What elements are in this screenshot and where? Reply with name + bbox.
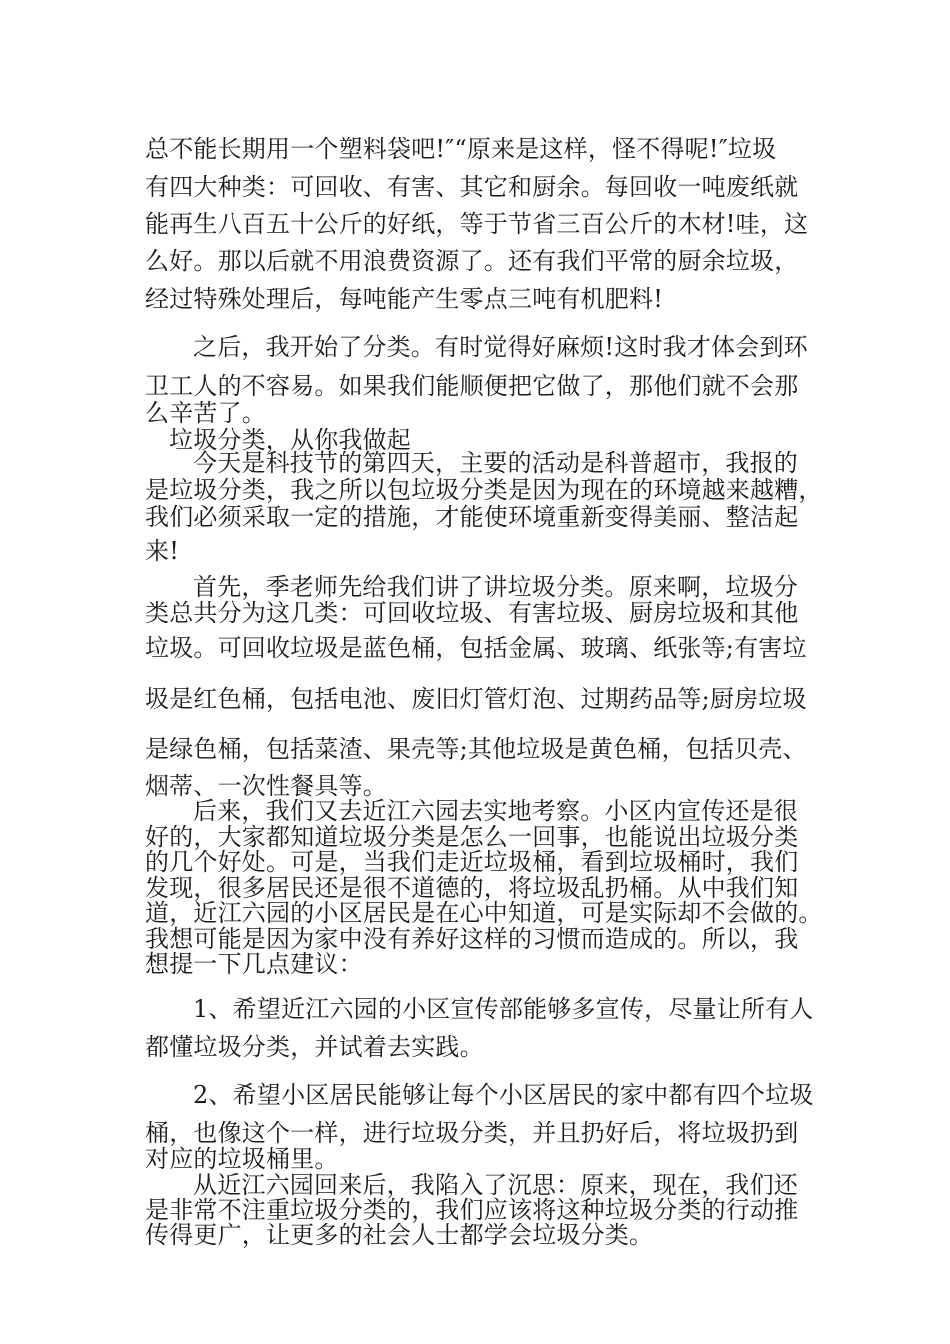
text-line: 是绿色桶，包括菜渣、果壳等;其他垃圾是黄色桶，包括贝壳、 <box>145 735 807 763</box>
text-line: 的几个好处。可是，当我们走近垃圾桶，看到垃圾桶时，我们 <box>145 848 799 876</box>
text-line: 总不能长期用一个塑料袋吧!″“原来是这样，怪不得呢!″垃圾 <box>145 135 777 163</box>
list-item-continuation: 对应的垃圾桶里。 <box>145 1145 339 1173</box>
text-line: 么好。那以后就不用浪费资源了。还有我们平常的厨余垃圾， <box>145 247 799 275</box>
text-line: 道，近江六园的小区居民是在心中知道，可是实际却不会做的。 <box>145 899 823 927</box>
text-line: 来! <box>145 537 180 565</box>
text-line: 好的，大家都知道垃圾分类是怎么一回事，也能说出垃圾分类 <box>145 823 799 851</box>
list-item-continuation: 都懂垃圾分类，并试着去实践。 <box>145 1033 484 1061</box>
list-item: 2、希望小区居民能够让每个小区居民的家中都有四个垃圾 <box>193 1081 814 1109</box>
text-line: 么辛苦了。 <box>145 399 266 427</box>
text-line: 卫工人的不容易。如果我们能顺便把它做了，那他们就不会那 <box>145 372 799 400</box>
text-line: 后来，我们又去近江六园去实地考察。小区内宣传还是很 <box>193 797 798 825</box>
list-item-continuation: 桶，也像这个一样，进行垃圾分类，并且扔好后，将垃圾扔到 <box>145 1119 799 1147</box>
text-line: 是非常不注重垃圾分类的，我们应该将这种垃圾分类的行动推 <box>145 1196 799 1224</box>
section-heading: 垃圾分类，从你我做起 <box>169 426 411 454</box>
text-line: 今天是科技节的第四天，主要的活动是科普超市，我报的 <box>193 449 798 477</box>
text-line: 垃圾。可回收垃圾是蓝色桶，包括金属、玻璃、纸张等;有害垃 <box>145 634 807 662</box>
text-line: 我们必须采取一定的措施，才能使环境重新变得美丽、整洁起 <box>145 503 799 531</box>
text-line: 从近江六园回来后，我陷入了沉思：原来，现在，我们还 <box>193 1171 798 1199</box>
text-line: 能再生八百五十公斤的好纸，等于节省三百公斤的木材!哇，这 <box>145 210 809 238</box>
text-line: 是垃圾分类，我之所以包垃圾分类是因为现在的环境越来越糟， <box>145 476 823 504</box>
text-line: 经过特殊处理后，每吨能产生零点三吨有机肥料! <box>145 285 664 313</box>
text-line: 想提一下几点建议： <box>145 950 363 978</box>
text-line: 首先，季老师先给我们讲了讲垃圾分类。原来啊，垃圾分 <box>193 573 798 601</box>
text-line: 之后，我开始了分类。有时觉得好麻烦!这时我才体会到环 <box>193 333 808 361</box>
text-line: 有四大种类：可回收、有害、其它和厨余。每回收一吨废纸就 <box>145 173 799 201</box>
text-line: 传得更广，让更多的社会人士都学会垃圾分类。 <box>145 1221 654 1249</box>
text-line: 烟蒂、一次性餐具等。 <box>145 772 387 800</box>
text-line: 我想可能是因为家中没有养好这样的习惯而造成的。所以，我 <box>145 925 799 953</box>
text-line: 发现，很多居民还是很不道德的，将垃圾乱扔桶。从中我们知 <box>145 874 799 902</box>
list-item: 1、希望近江六园的小区宣传部能够多宣传，尽量让所有人 <box>193 995 814 1023</box>
text-line: 圾是红色桶，包括电池、废旧灯管灯泡、过期药品等;厨房垃圾 <box>145 685 807 713</box>
text-line: 类总共分为这几类：可回收垃圾、有害垃圾、厨房垃圾和其他 <box>145 599 799 627</box>
